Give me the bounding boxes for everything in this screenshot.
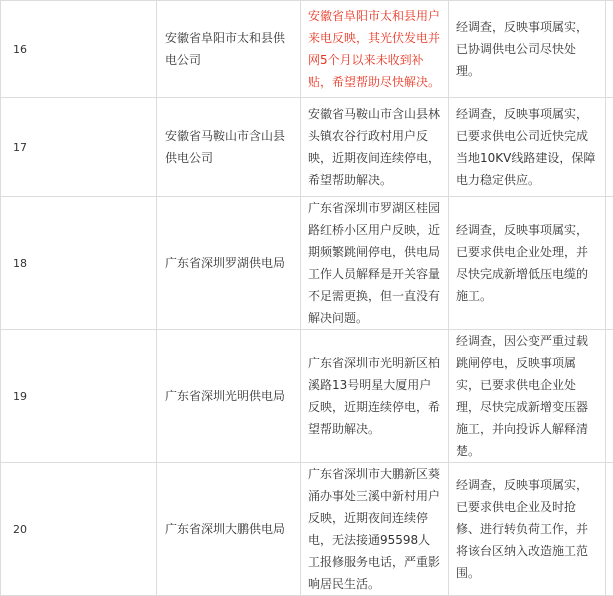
- complaint-cell: [301, 98, 449, 197]
- row-index: 16: [1, 43, 156, 56]
- complaint-text: 安徽省阜阳市太和县用户来电反映，其光伏发电并网5个月以来未收到补贴，希望帮助尽快解决。: [301, 5, 448, 93]
- complaint-cell: [301, 1, 449, 98]
- region-cell: [157, 98, 301, 197]
- edge-cell: [606, 1, 613, 98]
- result-cell: [449, 1, 606, 98]
- table-row: [1, 330, 613, 463]
- row-index: 18: [1, 257, 156, 270]
- region-cell: [157, 463, 301, 596]
- complaint-text: 广东省深圳市光明新区柏溪路13号明星大厦用户反映，近期连续停电，希望帮助解决。: [301, 352, 448, 440]
- result-cell: [449, 197, 606, 330]
- complaint-text: 广东省深圳市罗湖区桂园路红桥小区用户反映，近期频繁跳闸停电，供电局工作人员解释是开关容量不足需更换，但一直没有解决问题。: [301, 197, 448, 329]
- edge-cell: [606, 197, 613, 330]
- region-text: 广东省深圳罗湖供电局: [157, 252, 300, 274]
- result-text: 经调查，反映事项属实，已要求供电企业及时抢修、进行转负荷工作，并将该台区纳入改造施工范围。: [449, 474, 605, 584]
- complaint-text: 安徽省马鞍山市含山县林头镇农谷行政村用户反映，近期夜间连续停电，希望帮助解决。: [301, 103, 448, 191]
- row-index-cell: [1, 197, 157, 330]
- region-text: 广东省深圳大鹏供电局: [157, 518, 300, 540]
- complaint-cell: [301, 330, 449, 463]
- region-text: 安徽省阜阳市太和县供电公司: [157, 27, 300, 71]
- region-text: 安徽省马鞍山市含山县供电公司: [157, 125, 300, 169]
- row-index: 19: [1, 390, 156, 403]
- row-index: 20: [1, 523, 156, 536]
- result-text: 经调查，反映事项属实，已要求供电企业处理，并尽快完成新增低压电缆的施工。: [449, 219, 605, 307]
- table-row: [1, 197, 613, 330]
- table-row: [1, 98, 613, 197]
- region-cell: [157, 1, 301, 98]
- edge-cell: [606, 330, 613, 463]
- region-cell: [157, 330, 301, 463]
- row-index-cell: [1, 98, 157, 197]
- result-text: 经调查，反映事项属实，已要求供电公司近快完成当地10KV线路建设，保障电力稳定供应。: [449, 103, 605, 191]
- edge-cell: [606, 98, 613, 197]
- result-cell: [449, 98, 606, 197]
- region-text: 广东省深圳光明供电局: [157, 385, 300, 407]
- region-cell: [157, 197, 301, 330]
- result-cell: [449, 330, 606, 463]
- row-index-cell: [1, 463, 157, 596]
- table-row: [1, 463, 613, 596]
- complaint-cell: [301, 197, 449, 330]
- edge-cell: [606, 463, 613, 596]
- row-index: 17: [1, 141, 156, 154]
- result-text: 经调查，因公变严重过载跳闸停电，反映事项属实，已要求供电企业处理，尽快完成新增变压器施工，并向投诉人解释清楚。: [449, 330, 605, 462]
- complaint-text: 广东省深圳市大鹏新区葵涌办事处三溪中新村用户反映，近期夜间连续停电，无法接通95598人工报修服务电话，严重影响居民生活。: [301, 463, 448, 595]
- complaint-cell: [301, 463, 449, 596]
- table-row: [1, 1, 613, 98]
- row-index-cell: [1, 1, 157, 98]
- result-text: 经调查，反映事项属实，已协调供电公司尽快处理。: [449, 16, 605, 82]
- result-cell: [449, 463, 606, 596]
- row-index-cell: [1, 330, 157, 463]
